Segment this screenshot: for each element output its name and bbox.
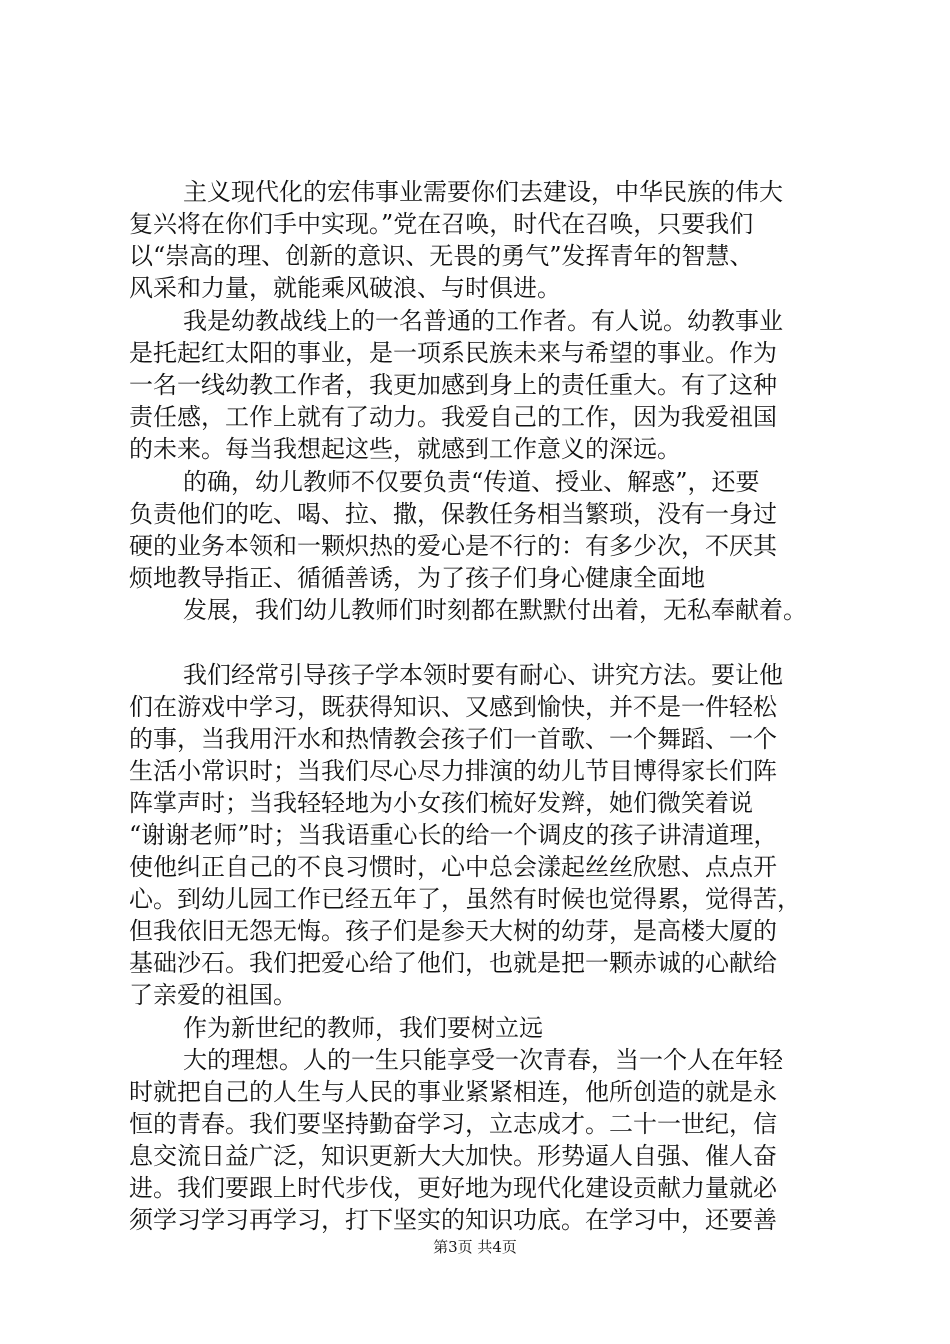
text-line-24: 基础沙石。我们把爱心给了他们，也就是把一颗赤诚的心献给 (129, 949, 777, 977)
text-line-13: 烦地教导指正、循循善诱，为了孩子们身心健康全面地 (129, 564, 705, 592)
text-line-2: 复兴将在你们手中实现。”党在召唤，时代在召唤，只要我们 (129, 210, 754, 238)
text-line-1: 主义现代化的宏伟事业需要你们去建设，中华民族的伟大 (183, 178, 783, 206)
text-line-21: 使他纠正自己的不良习惯时，心中总会漾起丝丝欣慰、点点开 (129, 853, 777, 881)
text-line-12: 硬的业务本领和一颗炽热的爱心是不行的：有多少次，不厌其 (129, 532, 777, 560)
text-line-29: 恒的青春。我们要坚持勤奋学习，立志成才。二十一世纪，信 (129, 1110, 777, 1138)
text-line-3: 以“崇高的理、创新的意识、无畏的勇气”发挥青年的智慧、 (129, 242, 754, 270)
text-line-6: 是托起红太阳的事业，是一项系民族未来与希望的事业。作为 (129, 339, 777, 367)
text-line-17: 的事，当我用汗水和热情教会孩子们一首歌、一个舞蹈、一个 (129, 725, 777, 753)
text-line-32: 须学习学习再学习，打下坚实的知识功底。在学习中，还要善 (129, 1206, 777, 1234)
text-line-28: 时就把自己的人生与人民的事业紧紧相连，他所创造的就是永 (129, 1078, 777, 1106)
text-line-27: 大的理想。人的一生只能享受一次青春，当一个人在年轻 (183, 1046, 783, 1074)
text-line-25: 了亲爱的祖国。 (129, 981, 297, 1009)
text-line-8: 责任感，工作上就有了动力。我爱自己的工作，因为我爱祖国 (129, 403, 777, 431)
text-line-18: 生活小常识时；当我们尽心尽力排演的幼儿节目博得家长们阵 (129, 757, 777, 785)
text-line-22: 心。到幼儿园工作已经五年了，虽然有时候也觉得累，觉得苦， (129, 885, 801, 913)
text-line-5: 我是幼教战线上的一名普通的工作者。有人说。幼教事业 (183, 307, 783, 335)
text-line-19: 阵掌声时；当我轻轻地为小女孩们梳好发辫，她们微笑着说 (129, 789, 753, 817)
text-line-15: 我们经常引导孩子学本领时要有耐心、讲究方法。要让他 (183, 661, 783, 689)
text-line-30: 息交流日益广泛，知识更新大大加快。形势逼人自强、催人奋 (129, 1142, 777, 1170)
text-line-10: 的确，幼儿教师不仅要负责“传道、授业、解惑”，还要 (183, 468, 760, 496)
text-line-16: 们在游戏中学习，既获得知识、又感到愉快，并不是一件轻松 (129, 693, 777, 721)
text-line-20: “谢谢老师”时；当我语重心长的给一个调皮的孩子讲清道理， (129, 821, 778, 849)
text-line-14: 发展，我们幼儿教师们时刻都在默默付出着，无私奉献着。 (183, 596, 807, 624)
text-line-31: 进。我们要跟上时代步伐，更好地为现代化建设贡献力量就必 (129, 1174, 777, 1202)
text-line-4: 风采和力量，就能乘风破浪、与时俱进。 (129, 274, 561, 302)
text-line-11: 负责他们的吃、喝、拉、撒，保教任务相当繁琐，没有一身过 (129, 500, 777, 528)
text-line-9: 的未来。每当我想起这些，就感到工作意义的深远。 (129, 435, 681, 463)
page-number-footer: 第3页 共4页 (433, 1238, 517, 1256)
text-line-23: 但我依旧无怨无悔。孩子们是参天大树的幼芽，是高楼大厦的 (129, 917, 777, 945)
text-line-26: 作为新世纪的教师，我们要树立远 (183, 1014, 543, 1042)
text-line-7: 一名一线幼教工作者，我更加感到身上的责任重大。有了这种 (129, 371, 777, 399)
